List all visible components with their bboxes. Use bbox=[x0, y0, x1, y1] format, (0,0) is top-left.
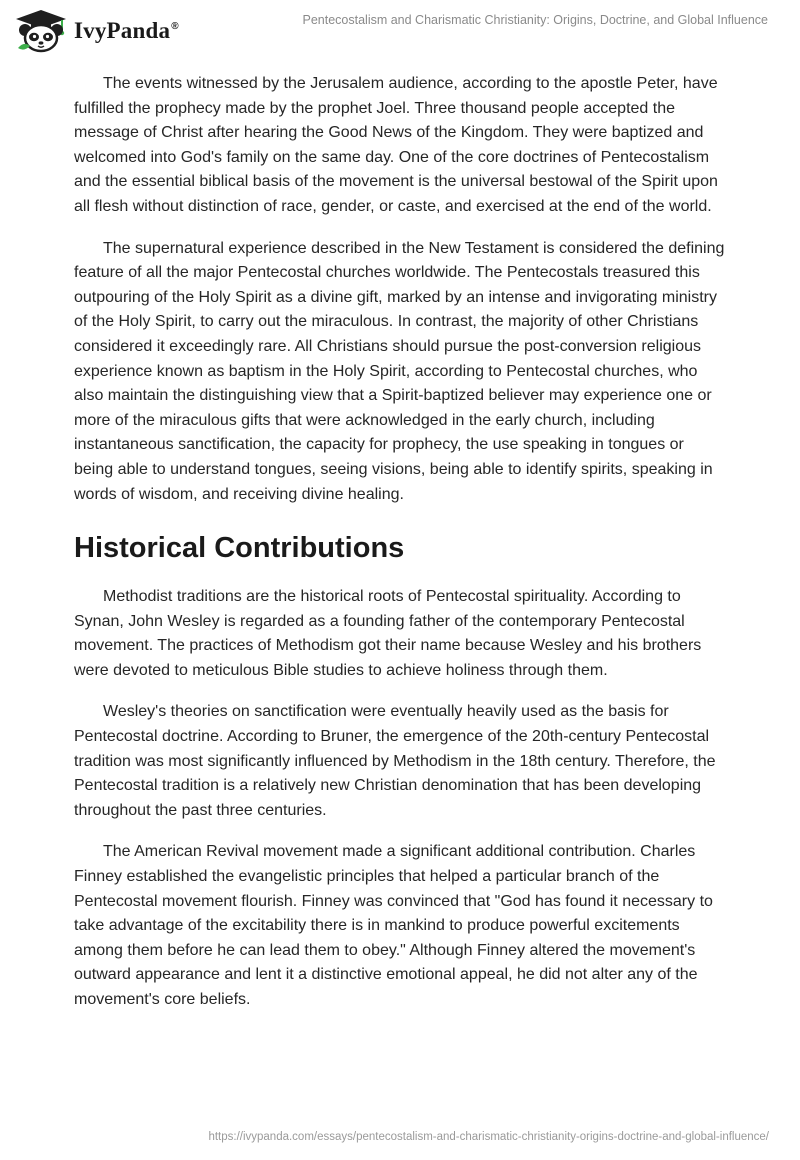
registered-mark: ® bbox=[171, 21, 179, 33]
page-header bbox=[0, 0, 800, 64]
paragraph-1: The events witnessed by the Jerusalem audience, according to the apostle Peter, have fulfilled the prophecy made by the prophet Joel. Three thousand people accepted the message of Christ after hearing the Good News of the Kingdom. They were baptized and welcomed into God's family on the same day. One of the core doctrines of Pentecostalism and the essential biblical basis of the movement is the universal bestowal of the Spirit upon all flesh without distinction of race, gender, or caste, and exercised at the end of the world. bbox=[74, 75, 718, 215]
logo-wordmark bbox=[74, 18, 179, 44]
paragraph-2: The supernatural experience described in the New Testament is considered the defining feature of all the major Pentecostal churches worldwide. The Pentecostals treasured this outpouring of the Holy Spirit as a divine gift, marked by an intense and invigorating ministry of the Holy Spirit, to carry out the miraculous. In contrast, the majority of other Christians considered it exceedingly rare. All Christians should pursue the post-conversion religious experience known as baptism in the Holy Spirit, according to Pentecostal churches, who also maintain the distinguishing view that a Spirit-baptized believer may experience one or more of the miraculous gifts that were acknowledged in the early church, including instantaneous sanctification, the capacity for prophecy, the use speaking in tongues or being able to understand tongues, seeing visions, being able to identify spirits, speaking in words of wisdom, and receiving divine healing. bbox=[74, 239, 725, 503]
source-url[interactable]: https://ivypanda.com/essays/pentecostalism-and-charismatic-christianity-origins-doctrine-and-global-influence/ bbox=[208, 1131, 769, 1143]
paragraph-5: The American Revival movement made a significant additional contribution. Charles Finney established the evangelistic principles that helped a particular branch of the Pentecostal movement flourish. Finney was convinced that "God has found it necessary to take advantage of the excitability there is in mankind to produce powerful excitements among them before he can lead them to obey." Although Finney altered the movement's outward appearance and lent it a distinctive emotional appeal, he did not alter any of the movement's core beliefs. bbox=[74, 843, 713, 1008]
essay-body bbox=[74, 72, 726, 1030]
ivypanda-logo[interactable] bbox=[14, 8, 179, 54]
logo-text: IvyPanda bbox=[74, 18, 171, 43]
panda-graduate-icon bbox=[14, 8, 68, 54]
document-title: Pentecostalism and Charismatic Christianity: Origins, Doctrine, and Global Influence bbox=[302, 13, 768, 27]
section-heading: Historical Contributions bbox=[74, 532, 405, 565]
paragraph-3: Methodist traditions are the historical roots of Pentecostal spirituality. According to Synan, John Wesley is regarded as a founding father of the contemporary Pentecostal movement. The practices of Methodism got their name because Wesley and his brothers were devoted to meticulous Bible studies to achieve holiness through them. bbox=[74, 588, 702, 679]
paragraph-4: Wesley's theories on sanctification were eventually heavily used as the basis for Pentecostal doctrine. According to Bruner, the emergence of the 20th-century Pentecostal tradition was most significantly influenced by Methodism in the 18th century. Therefore, the Pentecostal tradition is a relatively new Christian denomination that has been developing throughout the past three centuries. bbox=[74, 703, 716, 819]
